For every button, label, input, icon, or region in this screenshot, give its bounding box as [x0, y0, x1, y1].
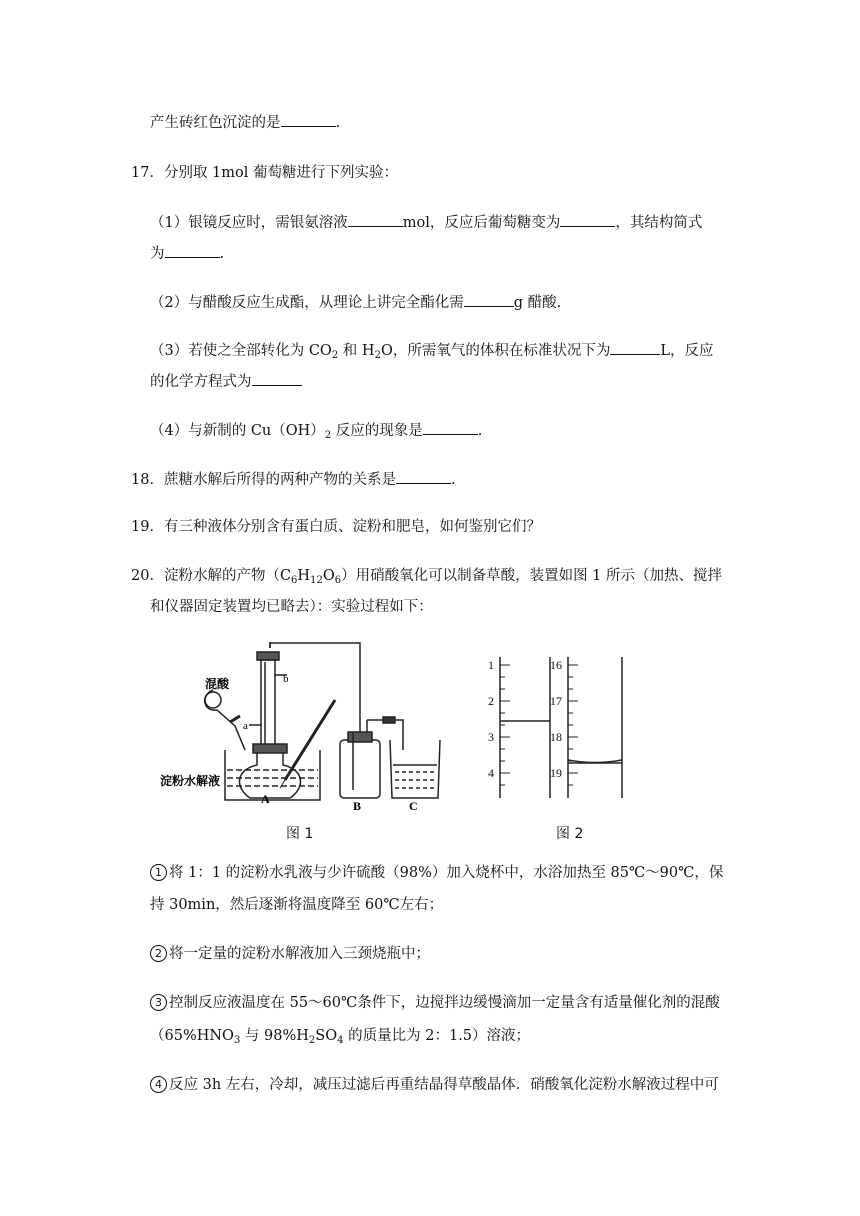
figure-2-caption: 图 2: [556, 826, 584, 842]
subscript: 4: [337, 1035, 344, 1046]
tick-label: 2: [488, 694, 494, 708]
figure-2-burettes: [480, 655, 640, 800]
step-4: [150, 1075, 719, 1095]
answer-blank[interactable]: [348, 212, 403, 227]
step-2: [150, 944, 430, 964]
text-span: mol，反应后葡萄糖变为: [402, 215, 561, 231]
question-17-part-1: [150, 212, 702, 233]
figure-1-caption: 图 1: [286, 826, 314, 842]
text-span: 控制反应液温度在 55～60℃条件下，边搅拌边缓慢滴加一定量含有适量催化剂的混酸: [169, 995, 720, 1011]
port-a-label: a: [243, 720, 248, 732]
question-text: 19．有三种液体分别含有蛋白质、淀粉和肥皂，如何鉴别它们？: [131, 519, 541, 535]
text-line: [150, 112, 340, 133]
right-burette-ticks: [568, 665, 578, 785]
text-span: ）用硝酸氧化可以制备草酸，装置如图 1 所示（加热、搅拌: [341, 568, 723, 584]
text-span: 持 30min，然后逐渐将温度降至 60℃左右；: [150, 897, 444, 913]
text-span: 反应的现象是: [331, 423, 423, 439]
label-C: C: [409, 799, 418, 813]
text-span: H: [297, 568, 311, 584]
connecting-tube: [270, 643, 360, 735]
subscript: 2: [374, 350, 381, 361]
figure-1-apparatus: [160, 640, 525, 813]
answer-blank[interactable]: [423, 420, 478, 435]
tick-label: 1: [488, 658, 494, 672]
question-20: [131, 566, 722, 586]
text-span: g 醋酸.: [513, 295, 562, 311]
text-span: 20．淀粉水解的产物（C: [131, 568, 292, 584]
text-span: （4）与新制的 Cu（OH）: [150, 423, 325, 439]
text-span: 与 98%H: [240, 1028, 309, 1044]
question-17-part-2: [150, 292, 561, 313]
text-span: 将一定量的淀粉水解液加入三颈烧瓶中；: [169, 946, 430, 962]
subscript: 6: [334, 575, 342, 586]
text-span: SO: [315, 1028, 338, 1044]
text-span: L，反应: [660, 343, 714, 359]
question-17-part-1-cont: [150, 243, 224, 264]
text-span: 和仪器固定装置均已略去）：实验过程如下：: [150, 599, 433, 615]
step-number-badge: 2: [150, 945, 167, 962]
dropping-funnel: [205, 690, 245, 750]
mixed-acid-label: 混酸: [205, 677, 230, 691]
tick-label: 16: [550, 658, 562, 672]
question-text: 17．分别取 1mol 葡萄糖进行下列实验：: [131, 165, 399, 181]
text-span: O，所需氧气的体积在标准状况下为: [380, 343, 611, 359]
question-20-cont: [150, 597, 433, 617]
tick-label: 17: [550, 694, 562, 708]
answer-blank[interactable]: [281, 112, 336, 127]
condenser: [261, 660, 275, 750]
tick-label: 19: [550, 766, 562, 780]
text-span: 和 H: [338, 343, 375, 359]
three-neck-flask: [240, 752, 301, 798]
tick-label: 4: [488, 766, 494, 780]
step-number-badge: 3: [150, 994, 167, 1011]
text-span: ，其结构简式: [615, 215, 703, 231]
bottle-b: [340, 740, 380, 798]
step-number-badge: 1: [150, 864, 167, 881]
answer-blank[interactable]: [560, 212, 615, 227]
answer-blank[interactable]: [610, 340, 660, 355]
text-span: 为: [150, 246, 165, 262]
text-span: O: [322, 568, 335, 584]
text-span: （2）与醋酸反应生成酯，从理论上讲完全酯化需: [150, 295, 464, 311]
answer-blank[interactable]: [396, 469, 451, 484]
text-span: .: [335, 115, 341, 131]
answer-blank[interactable]: [252, 371, 302, 386]
step-number-badge: 4: [150, 1076, 167, 1093]
subscript: 2: [331, 350, 339, 361]
text-span: .: [219, 246, 225, 262]
answer-blank[interactable]: [165, 243, 220, 258]
port-b-label: b: [283, 673, 289, 685]
subscript: 12: [310, 575, 323, 586]
text-span: .: [450, 472, 456, 488]
beaker-c: [390, 740, 440, 798]
step-1-cont: [150, 895, 443, 915]
text-span: （3）若使之全部转化为 CO: [150, 343, 332, 359]
subscript: 3: [233, 1035, 241, 1046]
question-17-part-4: [150, 420, 482, 441]
subscript: 6: [291, 575, 298, 586]
tick-label: 18: [550, 730, 562, 744]
text-span: 反应 3h 左右，冷却，减压过滤后再重结晶得草酸晶体．硝酸氧化淀粉水解液过程中可: [169, 1077, 719, 1093]
text-span: 18．蔗糖水解后所得的两种产物的关系是: [131, 472, 396, 488]
label-A: A: [261, 792, 270, 806]
subscript: 2: [324, 430, 332, 441]
text-span: 产生砖红色沉淀的是: [150, 115, 281, 131]
label-B: B: [353, 799, 362, 813]
question-17-part-3: [150, 340, 713, 361]
answer-blank[interactable]: [464, 292, 514, 307]
question-19: [131, 517, 541, 537]
hydrolysate-label: 淀粉水解液: [160, 774, 221, 788]
step-3-cont: [150, 1026, 530, 1046]
question-17: [131, 163, 398, 183]
step-3: [150, 993, 720, 1013]
tick-label: 3: [488, 730, 494, 744]
subscript: 2: [308, 1035, 316, 1046]
text-span: （65%HNO: [150, 1028, 234, 1044]
text-span: 的化学方程式为: [150, 374, 252, 390]
question-17-part-3-cont: [150, 371, 302, 392]
step-1: [150, 863, 723, 883]
water-bath: [225, 750, 320, 800]
text-span: 的质量比为 2：1.5）溶液；: [343, 1028, 531, 1044]
left-burette-ticks: [500, 665, 510, 785]
text-span: （1）银镜反应时，需银氨溶液: [150, 215, 348, 231]
meniscus-right: [568, 760, 622, 763]
text-span: 将 1：1 的淀粉水乳液与少许硫酸（98%）加入烧杯中，水浴加热至 85℃～90℃，保: [169, 865, 724, 881]
text-span: .: [477, 423, 483, 439]
question-18: [131, 469, 456, 490]
